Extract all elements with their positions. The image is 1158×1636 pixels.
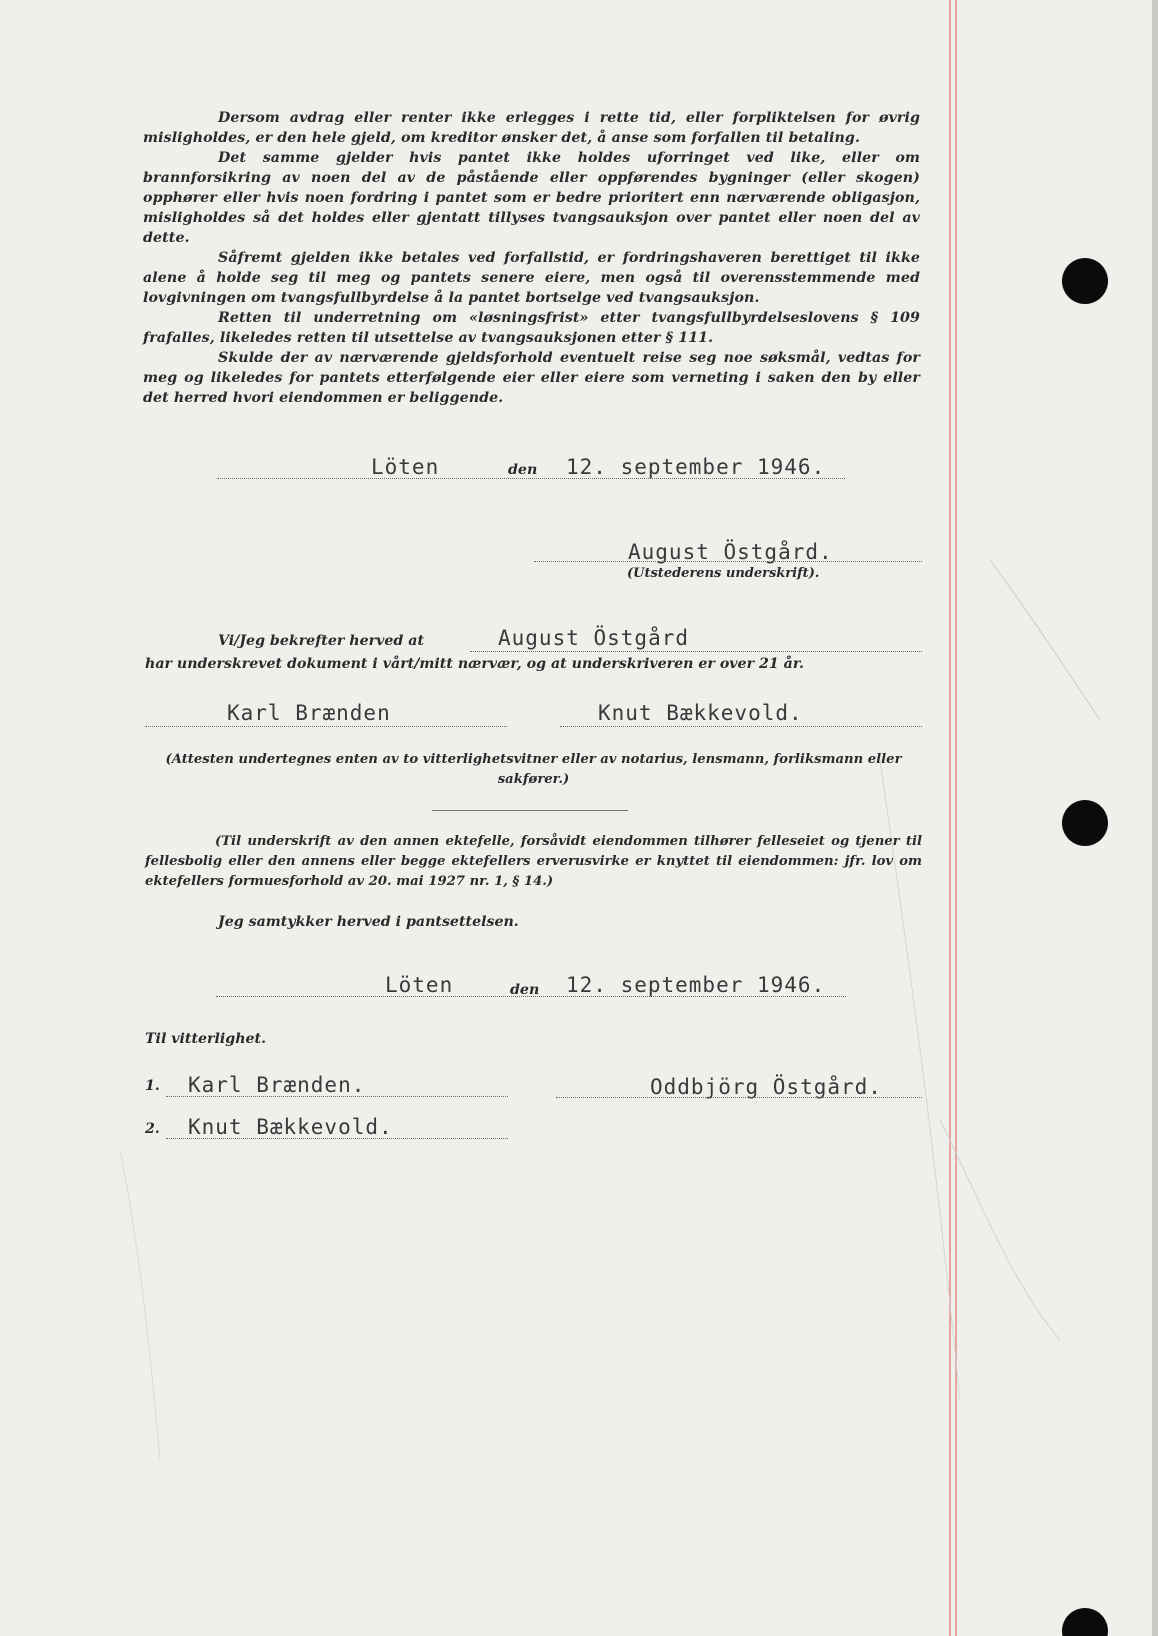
page-edge <box>1152 0 1158 1636</box>
punch-hole-middle <box>1062 800 1108 846</box>
witness-number-2: 2. <box>145 1121 160 1137</box>
date-1: 12. september 1946. <box>566 455 826 479</box>
witness-list-line-1 <box>166 1096 508 1097</box>
spouse-signature-line <box>556 1097 922 1098</box>
confirmation-name: August Östgård <box>498 626 690 650</box>
terms-paragraph-notice: Retten til underretning om «løsningsfrist» etter tvangsfullbyrdelseslovens § 109 frafalles, likeledes retten til utsettelse av tvangsauksjonen etter § 111. <box>143 310 920 346</box>
terms-paragraph-venue: Skulde der av nærværende gjeldsforhold eventuelt reise seg noe søksmål, vedtas for meg og likeledes for pantets etterfølgende eier eller eiere som verneting i saken den by eller det herred hvori eiendommen er beliggende. <box>143 350 920 406</box>
til-vitterlighet-label: Til vitterlighet. <box>145 1031 267 1047</box>
confirmation-prefix: Vi/Jeg bekrefter herved at <box>218 633 424 649</box>
margin-rule-left <box>949 0 951 1636</box>
den-2: den <box>510 982 540 998</box>
section-divider <box>432 810 628 811</box>
witness-first-signature: Karl Brænden <box>227 701 391 725</box>
terms-text <box>143 108 920 408</box>
witness-number-1: 1. <box>145 1078 160 1094</box>
witness-second-line <box>560 726 922 727</box>
terms-paragraph-enforcement: Såfremt gjelden ikke betales ved forfallstid, er fordringshaveren berettiget til ikke alene å holde seg til meg og pantets senere eiere, men også til overensstemmende med lovgivningen om tvangsfullbyrdelse å la pantet bortselge ved tvangsauksjon. <box>143 250 920 306</box>
spouse-note: (Til underskrift av den annen ektefelle, forsåvidt eiendommen tilhører felleseiet og tjener til fellesbolig eller den annens eller begge ektefellers erverusvirke er knyttet til eiendommen: jfr. lov om ektefellers formuesforhold av 20. mai 1927 nr. 1, § 14.) <box>145 834 922 889</box>
witness-second-signature: Knut Bækkevold. <box>598 701 803 725</box>
witness-first-line <box>145 726 507 727</box>
punch-hole-top <box>1062 258 1108 304</box>
confirmation-line2: har underskrevet dokument i vårt/mitt nærvær, og at underskriveren er over 21 år. <box>145 656 804 672</box>
place-2: Löten <box>385 973 454 997</box>
witness-list-name-2: Knut Bækkevold. <box>188 1115 393 1139</box>
place-1: Löten <box>371 455 440 479</box>
terms-paragraph-maintenance: Det samme gjelder hvis pantet ikke holdes uforringet ved like, eller om brannforsikring av noen del av de påstående eller oppførendes bygninger (eller skogen) opphører eller hvis noen fordring i pantet som er bedre prioritert enn nærværende obligasjon, misligholdes så det holdes eller gjentatt tillyses tvangsauksjon over pantet eller noen del av dette. <box>143 150 920 246</box>
consent-text: Jeg samtykker herved i pantsettelsen. <box>218 914 519 930</box>
issuer-signature-line <box>534 561 922 562</box>
margin-rule-right <box>955 0 957 1636</box>
terms-paragraph-default: Dersom avdrag eller renter ikke erlegges i rette tid, eller forpliktelsen for øvrig misligholdes, er den hele gjeld, om kreditor ønsker det, å anse som forfallen til betaling. <box>143 110 920 146</box>
confirmation-name-line <box>470 651 922 652</box>
punch-hole-bottom <box>1062 1608 1108 1636</box>
witness-list-name-1: Karl Brænden. <box>188 1073 366 1097</box>
witness-list-line-2 <box>166 1138 508 1139</box>
den-1: den <box>508 462 538 478</box>
date-2: 12. september 1946. <box>566 973 826 997</box>
issuer-caption: (Utstederens underskrift). <box>627 566 820 581</box>
spouse-signature: Oddbjörg Östgård. <box>650 1075 882 1099</box>
attest-note: (Attesten undertegnes enten av to vitterlighetsvitner eller av notarius, lensmann, forliksmann eller sakfører.) <box>165 752 902 787</box>
issuer-signature: August Östgård. <box>628 540 833 564</box>
